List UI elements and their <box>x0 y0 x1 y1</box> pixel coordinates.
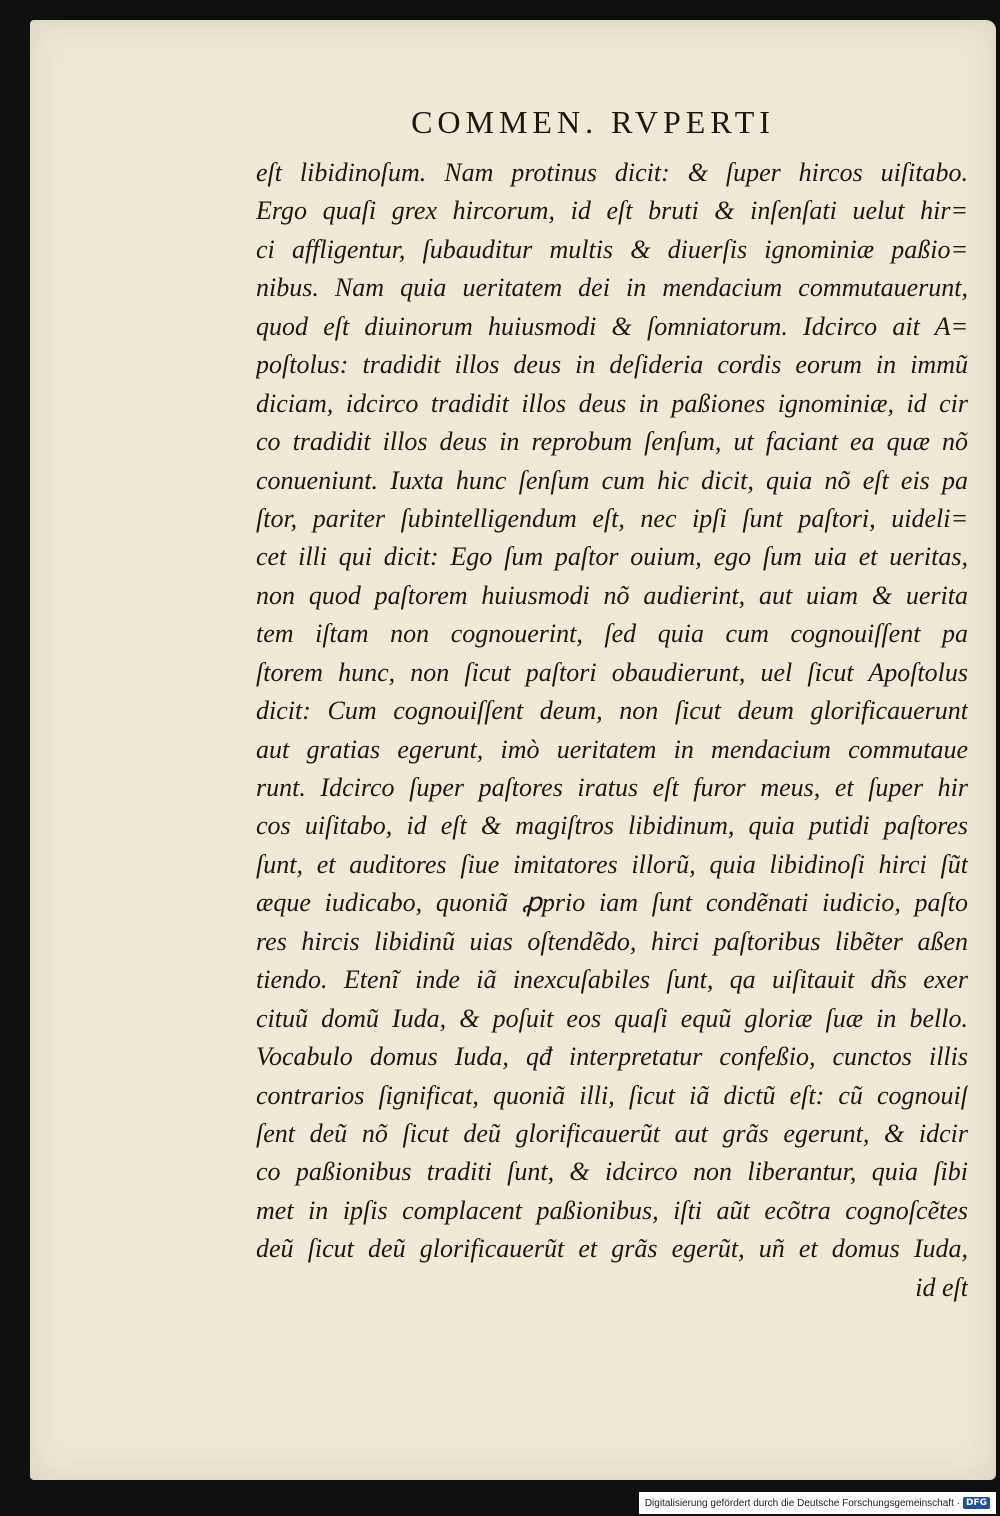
text-line: met in ipſis complacent paßionibus, iſti aũt ecõtra cognoſcẽtes <box>256 1195 968 1225</box>
text-line: tem iſtam non cognouerint, ſed quia cum cognouiſſent pa <box>256 619 968 649</box>
text-line: co tradidit illos deus in reprobum ſenſum, ut faciant ea quæ nõ <box>256 427 968 457</box>
text-line: tiendo. Etenĩ inde iã inexcuſabiles ſunt, qa uiſitauit dñs exer <box>256 965 968 995</box>
text-line: conueniunt. Iuxta hunc ſenſum cum hic dicit, quia nõ eſt eis pa <box>256 465 968 495</box>
text-line: nibus. Nam quia ueritatem dei in mendacium commutauerunt, <box>256 273 968 303</box>
text-line: Vocabulo domus Iuda, qđ interpretatur confeßio, cunctos illis <box>256 1042 968 1072</box>
book-page <box>30 20 996 1480</box>
funding-footer <box>639 1492 996 1514</box>
text-line: ſtorem hunc, non ſicut paſtori obaudierunt, uel ſicut Apoſtolus <box>256 657 968 687</box>
text-line: contrarios ſignificat, quoniã illi, ſicut iã dictũ eſt: cũ cognouiſ <box>256 1080 968 1110</box>
text-line: aut gratias egerunt, imò ueritatem in mendacium commutaue <box>256 734 968 764</box>
text-line: co paßionibus traditi ſunt, & idcirco non liberantur, quia ſibi <box>256 1157 968 1187</box>
text-line: ſtor, pariter ſubintelligendum eſt, nec ipſi ſunt paſtori, uideli= <box>256 503 968 533</box>
dfg-logo-icon[interactable]: DFG <box>963 1497 990 1509</box>
text-line: quod eſt diuinorum huiusmodi & ſomniatorum. Idcirco ait A= <box>256 311 968 341</box>
text-line: ci affligentur, ſubauditur multis & diuerſis ignominiæ paßio= <box>256 234 968 264</box>
catchword: id eſt <box>915 1272 968 1302</box>
text-line: ſunt, et auditores ſiue imitatores illorũ, quia libidinoſi hirci ſũt <box>256 849 968 879</box>
text-line: æque iudicabo, quoniã ꝓprio iam ſunt condẽnati iudicio, paſto <box>256 888 968 918</box>
text-line: dicit: Cum cognouiſſent deum, non ſicut deum glorificauerunt <box>256 696 968 726</box>
text-line: runt. Idcirco ſuper paſtores iratus eſt furor meus, et ſuper hir <box>256 773 968 802</box>
text-line: cet illi qui dicit: Ego ſum paſtor ouium, ego ſum uia et ueritas, <box>256 542 968 572</box>
text-line: ſent deũ nõ ſicut deũ glorificauerũt aut grãs egerunt, & idcir <box>256 1118 968 1148</box>
text-line: poſtolus: tradidit illos deus in deſideria cordis eorum in immũ <box>256 350 968 380</box>
text-line: deũ ſicut deũ glorificauerũt et grãs egerũt, uñ et domus Iuda, <box>256 1234 968 1264</box>
text-line: Ergo quaſi grex hircorum, id eſt bruti & inſenſati uelut hir= <box>256 196 968 226</box>
text-line: cituũ domũ Iuda, & poſuit eos quaſi equũ gloriæ ſuæ in bello. <box>256 1003 968 1033</box>
running-head: COMMEN. RVPERTI <box>411 104 775 140</box>
text-line: non quod paſtorem huiusmodi nõ audierint, aut uiam & uerita <box>256 580 968 610</box>
text-line: res hircis libidinũ uias oſtendẽdo, hirci paſtoribus libẽter aßen <box>256 926 968 956</box>
text-line: cos uiſitabo, id eſt & magiſtros libidinum, quia putidi paſtores <box>256 811 968 841</box>
text-line: diciam, idcirco tradidit illos deus in paßiones ignominiæ, id cir <box>256 388 968 418</box>
text-line: eſt libidinoſum. Nam protinus dicit: & ſuper hircos uiſitabo. <box>256 158 968 187</box>
funding-credit: Digitalisierung gefördert durch die Deutsche Forschungsgemeinschaft · <box>644 1497 960 1509</box>
body-text <box>256 154 968 1307</box>
